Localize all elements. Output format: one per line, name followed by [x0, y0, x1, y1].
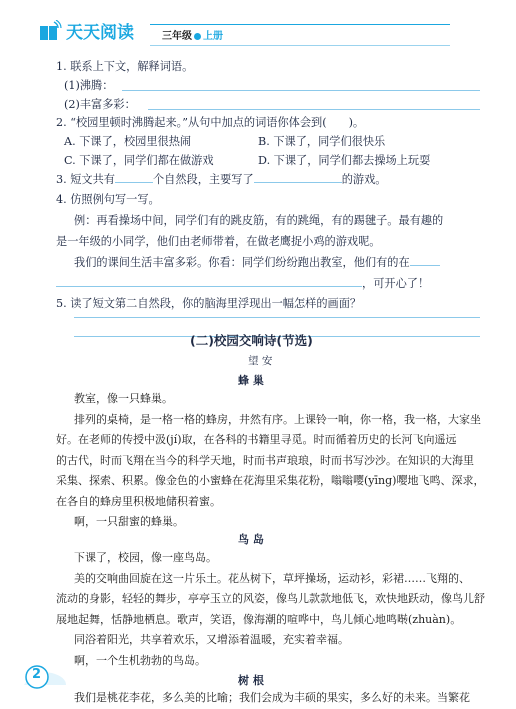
option-a: A. 下课了，校园里很热闹 — [64, 135, 192, 148]
header-divider-2 — [150, 45, 450, 46]
exercise-line-1: 我们的课间生活丰富多彩。你看：同学们纷纷跑出教室，他们有的在 — [74, 253, 440, 272]
text-line: 我们是桃花李花，多么美的比喻；我们会成为丰硕的果实，多么好的未来。当繁花 — [74, 691, 470, 704]
dot-icon — [194, 33, 201, 40]
text-line: 排列的桌椅，是一格一格的蜂房，井然有序。上课铃一响，你一格，我一格，大家坐 — [74, 412, 481, 426]
answer-line[interactable] — [74, 317, 480, 318]
answer-blank[interactable] — [115, 170, 153, 183]
book-icon — [38, 20, 62, 42]
text-line: 下课了，校园，像一座鸟岛。 — [74, 551, 217, 564]
header-divider — [150, 24, 450, 25]
option-d: D. 下课了，同学们都去操场上玩耍 — [258, 154, 431, 167]
exercise-line-2: ，可开心了！ — [56, 274, 429, 293]
brand — [38, 18, 134, 43]
text-line: 流动的身影，轻轻的舞步，亭亭玉立的风姿，像鸟儿款款地低飞，欢快地跃动，像鸟儿舒 — [56, 592, 485, 605]
question-1a: (1)沸腾： — [64, 79, 114, 92]
question-4: 4. 仿照例句写一写。 — [56, 193, 160, 206]
section-title-beehive: 蜂 巢 — [238, 374, 264, 387]
answer-blank[interactable] — [56, 274, 362, 287]
text-line: 采集、探索、积累。像金色的小蜜蜂在花海里采集花粉，嗡嗡嘤(yīng)嘤地飞鸣、深求， — [56, 474, 485, 487]
page-number-badge — [22, 663, 68, 695]
text-line: 的古代，时而飞翔在当今的科学天地，时而书声琅琅，时而书写沙沙。在知识的大海里 — [56, 453, 474, 467]
option-b: B. 下课了，同学们很快乐 — [258, 135, 386, 148]
text-line: 展地起舞，恬静地栖息。歌声，笑语，像海潮的喧哗中，鸟儿倾心地鸣啭(zhuàn)。 — [56, 612, 462, 626]
question-1: 1. 联系上下文，解释词语。 — [56, 60, 194, 73]
answer-blank[interactable] — [410, 253, 440, 266]
text-line: 啊，一只甜蜜的蜂巢。 — [74, 515, 184, 528]
question-5: 5. 读了短文第二自然段，你的脑海里浮现出一幅怎样的画面？ — [56, 297, 362, 310]
question-1b: (2)丰富多彩： — [64, 98, 136, 111]
text-line: 好。在老师的传授中汲(jí)取，在各科的书籍里寻觅。时而循着历史的长河飞向遥远 — [56, 433, 457, 446]
poem-title: (二)校园交响诗(节选) — [190, 333, 313, 348]
section-title-roots: 树 根 — [238, 674, 264, 687]
question-2: 2. “校园里顿时沸腾起来。”从句中加点的词语你体会到( )。 — [56, 116, 365, 129]
text-line: 啊，一个生机勃勃的鸟岛。 — [74, 653, 206, 667]
poem-author: 望 安 — [248, 355, 273, 367]
example-line-1: 例：再看操场中间，同学们有的跳皮筋，有的跳绳，有的踢毽子。最有趣的 — [74, 214, 444, 227]
example-line-2: 是一年级的小同学，他们由老师带着，在做老鹰捉小鸡的游戏呢。 — [56, 235, 381, 248]
brand-title: 天天阅读 — [66, 23, 134, 43]
grade-label: 三年级 上册 — [162, 31, 223, 42]
text-line: 在各自的蜂房里积极地储积着蜜。 — [56, 494, 221, 508]
text-line: 教室，像一只蜂巢。 — [74, 392, 173, 405]
answer-line[interactable] — [122, 90, 480, 91]
text-line: 美的交响曲回旋在这一片乐土。花丛树下，草坪操场，运动衫，彩裙……飞翔的、 — [74, 571, 470, 585]
page-number: 2 — [32, 667, 42, 682]
answer-line[interactable] — [148, 109, 480, 110]
answer-blank[interactable] — [254, 170, 342, 183]
question-3: 3. 短文共有 个自然段，主要写了 的游戏。 — [56, 170, 386, 189]
section-beehive — [56, 389, 486, 533]
page-badge-icon — [22, 663, 68, 691]
text-line: 同浴着阳光，共享着欢乐，又增添着温暖，充实着幸福。 — [74, 633, 349, 646]
option-c: C. 下课了，同学们都在做游戏 — [64, 154, 214, 167]
section-bird-island — [56, 548, 486, 671]
section-title-bird-island: 鸟 岛 — [238, 533, 264, 546]
